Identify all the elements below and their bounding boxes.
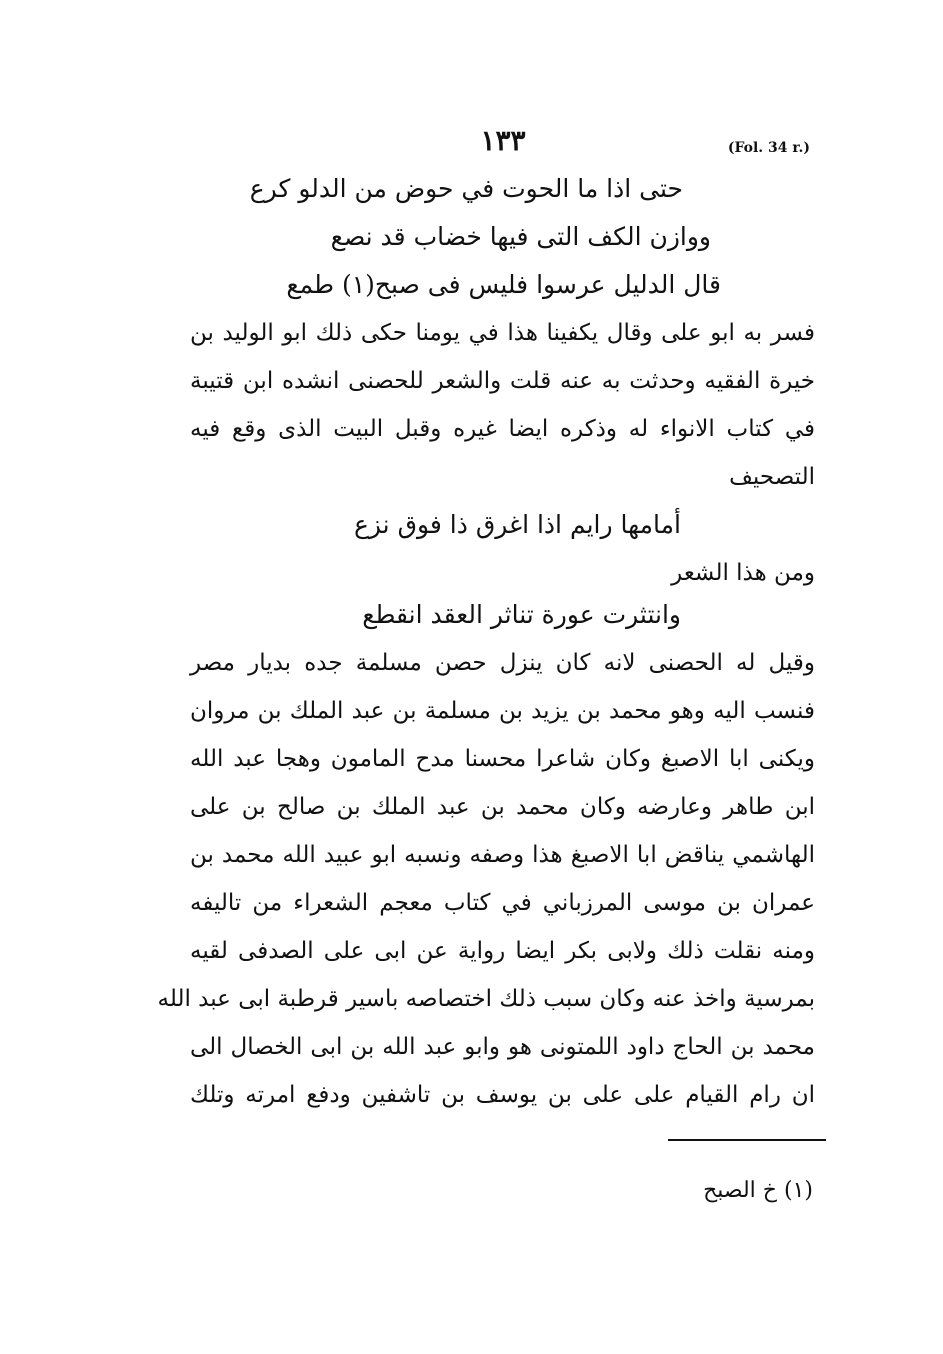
verse-line: أمامها رايم اذا اغرق ذا فوق نزع [353,510,681,539]
text-line: ويكنى ابا الاصبغ وكان شاعرا محسنا مدح المامون وهجا عبد الله [190,746,815,772]
intro-line [190,560,815,596]
text-line: الهاشمي يناقض ابا الاصبغ هذا وصفه ونسبه ابو عبيد الله محمد بن [190,842,815,868]
text-line: بمرسية واخذ عنه وكان سبب ذلك اختصاصه باسير قرطبة ابى عبد الله [157,986,815,1012]
text-line: محمد بن الحاج داود اللمتونى هو وابو عبد الله بن ابى الخصال الى [190,1034,815,1060]
text-line: وقيل له الحصنى لانه كان ينزل حصن مسلمة جده بديار مصر [190,650,815,676]
text-line: ومن هذا الشعر [671,560,815,586]
footnote-divider [668,1139,826,1141]
text-line: ان رام القيام على على بن يوسف بن تاشفين ودفع امرته وتلك [190,1082,815,1108]
paragraph-biography [157,650,815,1130]
text-line: فنسب اليه وهو محمد بن يزيد بن مسلمة بن عبد الملك بن مروان [190,698,815,724]
page-number: ١٣٣ [480,124,526,157]
text-line: التصحيف [729,464,815,490]
verse-line: وانتثرت عورة تناثر العقد انقطع [362,600,681,629]
footnote: (١) خ الصبح [703,1178,813,1203]
verse-line: قال الدليل عرسوا فليس فى صبح(١) طمع [286,270,721,299]
text-line: ومنه نقلت ذلك ولابى بكر ايضا رواية عن ابى على الصدفى لقيه [190,938,815,964]
folio-reference: (Fol. 34 r.) [727,140,810,156]
text-line: عمران بن موسى المرزباني في كتاب معجم الشعراء من تاليفه [190,890,815,916]
verse-line: حتى اذا ما الحوت في حوض من الدلو كرع [249,174,683,203]
text-line: فسر به ابو على وقال يكفينا هذا في يومنا حكى ذلك ابو الوليد بن [190,320,815,346]
verse-line: ووازن الكف التى فيها خضاب قد نصع [330,222,711,251]
text-line: ابن طاهر وعارضه وكان محمد بن عبد الملك بن صالح بن على [190,794,815,820]
text-line: خيرة الفقيه وحدثت به عنه قلت والشعر للحصنى انشده ابن قتيبة [190,368,815,394]
paragraph-commentary [190,320,815,500]
text-line: في كتاب الانواء له وذكره ايضا غيره وقبل البيت الذى وقع فيه [190,416,815,442]
page-header [190,124,810,164]
